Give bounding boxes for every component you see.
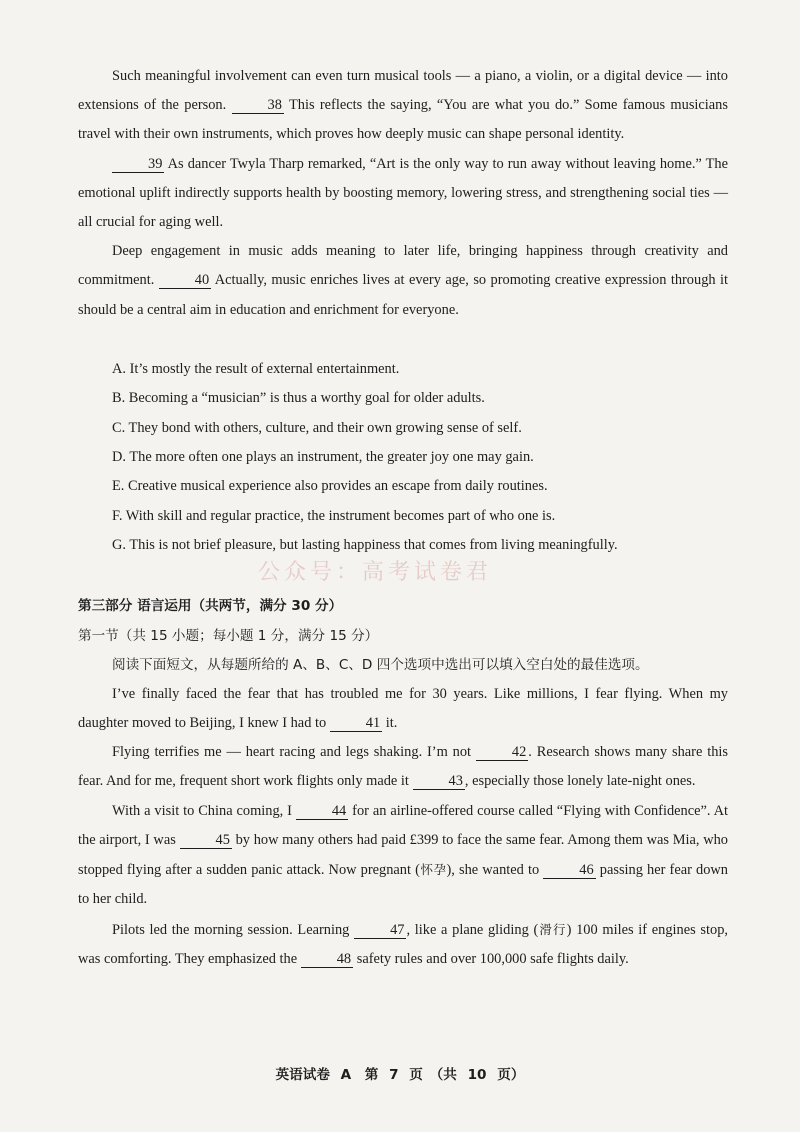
- answer-options: [78, 355, 728, 561]
- text: it.: [382, 715, 398, 732]
- text: Such meaningful involvement can even turn musical tools — a piano, a violin, or a digital device — into extensions of the person.: [78, 68, 728, 114]
- blank-47: 47: [354, 922, 406, 939]
- watermark: 公众号：高考试卷君: [258, 560, 493, 585]
- text: Pilots led the morning session. Learning: [112, 921, 355, 938]
- option-f: F. With skill and regular practice, the instrument becomes part of who one is.: [112, 507, 556, 524]
- exam-page: [78, 62, 728, 974]
- blank-39: 39: [112, 156, 164, 173]
- blank-44: 44: [296, 803, 348, 820]
- page-footer: 英语试卷 A 第 7 页 （共 10 页）: [275, 1067, 525, 1083]
- text: As dancer Twyla Tharp remarked, “Art is the only way to run away without leaving home.” The emotional uplift indirectly supports health by boosting memory, lowering stress, and strengthening social ties — all crucial for aging well.: [78, 155, 728, 231]
- blank-41: 41: [330, 715, 382, 732]
- text: for an airline-offered course called “Flying with Confidence”. At the airport, I was: [78, 802, 728, 848]
- text: This reflects the saying, “You are what you do.” Some famous musicians travel with their own instruments, which proves how deeply music can shape personal identity.: [78, 97, 728, 143]
- passage2-paragraph-4: [78, 915, 728, 974]
- passage1-paragraph-1: [78, 62, 728, 150]
- option-g: G. This is not brief pleasure, but lasting happiness that comes from living meaningfully.: [112, 537, 618, 554]
- passage2-paragraph-3: [78, 797, 728, 915]
- blank-38: 38: [232, 97, 284, 114]
- text: , especially those lonely late-night ones.: [464, 773, 696, 790]
- chinese-gloss: 滑行: [538, 921, 567, 937]
- blank-46: 46: [543, 862, 595, 879]
- blank-45: 45: [180, 832, 232, 849]
- option-c: C. They bond with others, culture, and their own growing sense of self.: [112, 419, 522, 436]
- part3-title: 第三部分 语言运用（共两节，满分 30 分）: [78, 597, 343, 614]
- text: by how many others had paid £399 to face the same fear. Among them was Mia, who stopped flying after a sudden panic attack. Now pregnant (: [78, 831, 728, 879]
- text: ) 100 miles if engines stop, was comforting. They emphasized the: [78, 921, 728, 967]
- blank-48: 48: [301, 951, 353, 968]
- text: Flying terrifies me — heart racing and legs shaking. I’m not: [112, 744, 476, 761]
- option-a: A. It’s mostly the result of external entertainment.: [112, 360, 400, 377]
- chinese-gloss: 怀孕: [419, 862, 447, 878]
- text: Actually, music enriches lives at every age, so promoting creative expression through it should be a central aim in education and enrichment for everyone.: [78, 272, 728, 318]
- option-d: D. The more often one plays an instrument, the greater joy one may gain.: [112, 449, 534, 466]
- passage2-paragraph-1: [78, 680, 728, 738]
- instruction: 阅读下面短文，从每题所给的 A、B、C、D 四个选项中选出可以填入空白处的最佳选项。: [112, 656, 649, 673]
- passage2-paragraph-2: [78, 738, 728, 796]
- option-e: E. Creative musical experience also provides an escape from daily routines.: [112, 478, 548, 495]
- text: . Research shows many share this fear. And for me, frequent short work flights only made it: [78, 744, 728, 790]
- blank-40: 40: [159, 272, 211, 289]
- text: , like a plane gliding (: [406, 921, 539, 938]
- passage1-paragraph-3: [78, 237, 728, 325]
- blank-43: 43: [413, 773, 465, 790]
- text: With a visit to China coming, I: [112, 802, 296, 819]
- section1-title: 第一节（共 15 小题；每小题 1 分，满分 15 分）: [78, 627, 379, 644]
- text: Deep engagement in music adds meaning to later life, bringing happiness through creativity and commitment.: [78, 243, 728, 289]
- text: safety rules and over 100,000 safe flights daily.: [353, 950, 629, 967]
- passage1-paragraph-2: [78, 150, 728, 238]
- blank-42: 42: [476, 744, 528, 761]
- option-b: B. Becoming a “musician” is thus a worthy goal for older adults.: [112, 390, 485, 407]
- text: passing her fear down to her child.: [78, 862, 728, 908]
- text: I’ve finally faced the fear that has troubled me for 30 years. Like millions, I fear flying. When my daughter moved to Beijing, I knew I had to: [78, 685, 728, 732]
- text: ), she wanted to: [446, 862, 544, 879]
